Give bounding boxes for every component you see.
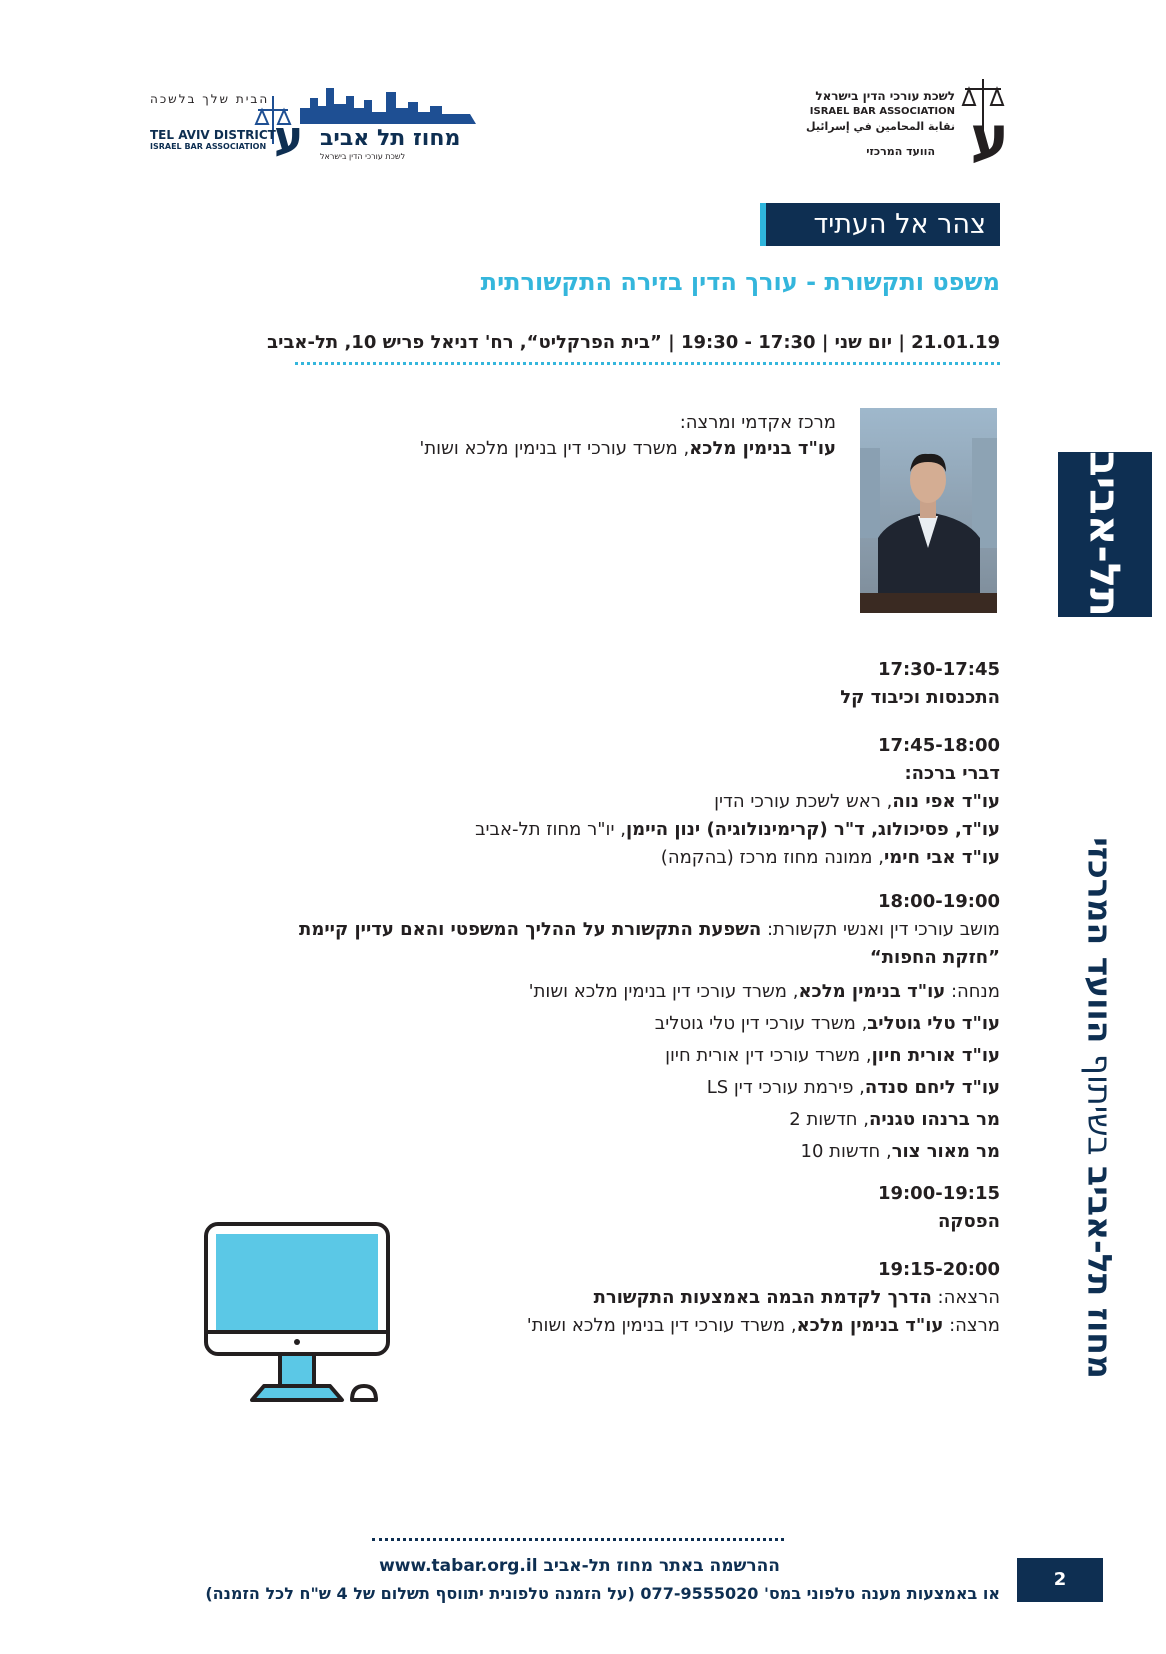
moderator-role: , משרד עורכי דין בנימין מלכא ושות' bbox=[528, 981, 799, 1002]
district-name-he: מחוז תל אביב bbox=[320, 126, 461, 151]
side-caption bbox=[1081, 837, 1120, 1379]
speaker-name: עו"ד אבי חימי bbox=[883, 847, 1000, 868]
schedule-item-1 bbox=[840, 656, 1000, 712]
bar-line-ar: نقابة المحامين في إسرائيل bbox=[806, 120, 955, 133]
bar-line-en: ISRAEL BAR ASSOCIATION bbox=[809, 106, 955, 117]
schedule-time: 19:00-19:15 bbox=[877, 1183, 1000, 1204]
page-number: 2 bbox=[1017, 1558, 1103, 1602]
schedule-item-3 bbox=[299, 888, 1000, 1166]
panel-member-role: , משרד עורכי דין טלי גוטליב bbox=[654, 1013, 868, 1034]
district-tagline: הבית שלך בלשכה bbox=[150, 92, 270, 106]
panel-member bbox=[299, 1106, 1000, 1134]
panel-member-role: , חדשות 2 bbox=[789, 1109, 869, 1130]
speaker-photo bbox=[860, 408, 997, 613]
district-sub-he: לשכת עורכי הדין בישראל bbox=[320, 152, 406, 161]
panel-member-role: , חדשות 10 bbox=[800, 1141, 892, 1162]
registration-url[interactable]: ההרשמה באתר מחוז תל-אביב www.tabar.org.il bbox=[379, 1556, 780, 1576]
schedule-title: התכנסות וכיבוד קל bbox=[840, 687, 1000, 708]
tel-aviv-district-logo bbox=[150, 78, 500, 168]
israel-bar-logo bbox=[795, 75, 1015, 175]
moderator-line bbox=[299, 978, 1000, 1006]
panel-member-role: , משרד עורכי דין אורית חיון bbox=[665, 1045, 872, 1066]
panel-list bbox=[299, 1010, 1000, 1166]
header-divider bbox=[295, 362, 1000, 365]
bar-line-he: לשכת עורכי הדין בישראל bbox=[815, 89, 955, 103]
panel-member-role: , פירמת עורכי דין LS bbox=[706, 1077, 865, 1098]
speaker-role: , יו"ר מחוז תל-אביב bbox=[475, 819, 626, 840]
lecturer-block bbox=[419, 410, 836, 462]
speaker-name: עו"ד אפי נוה bbox=[892, 791, 1000, 812]
speaker-line bbox=[475, 788, 1000, 816]
desktop-computer-icon bbox=[200, 1220, 400, 1420]
event-meta: 21.01.19 | יום שני | 17:30 - 19:30 | ”בית הפרקליט“, רח' דניאל פריש 10, תל-אביב bbox=[267, 332, 1000, 353]
moderator-name: עו"ד בנימין מלכא bbox=[798, 981, 946, 1002]
schedule-time: 18:00-19:00 bbox=[877, 891, 1000, 912]
speaker-name: עו"ד, פסיכולוג, ד"ר (קרימינולוגיה) ינון היימן bbox=[625, 819, 1000, 840]
schedule-item-2 bbox=[475, 732, 1000, 872]
panel-member-name: עו"ד ליחם סנדה bbox=[864, 1077, 1000, 1098]
panel-member-name: מר מאור צור bbox=[891, 1141, 1000, 1162]
lecturer-role: מרכז אקדמי ומרצה: bbox=[679, 412, 836, 433]
panel-member bbox=[299, 1074, 1000, 1102]
lecture-speaker-role: , משרד עורכי דין בנימין מלכא ושות' bbox=[526, 1315, 797, 1336]
lecturer-name: עו"ד בנימין מלכא bbox=[689, 438, 836, 459]
schedule-title: דברי ברכה: bbox=[904, 763, 1000, 784]
district-name-en: TEL AVIV DISTRICT bbox=[150, 128, 276, 142]
lecturer-affiliation: , משרד עורכי דין בנימין מלכא ושות' bbox=[419, 438, 690, 459]
event-headline: משפט ותקשורת - עורך הדין בזירה התקשורתית bbox=[480, 268, 1000, 296]
side-box-label: תל-אביב bbox=[1080, 451, 1130, 617]
lecture-speaker-line bbox=[527, 1312, 1000, 1340]
section-tag: צהר אל העתיד bbox=[760, 203, 1000, 246]
speaker-role: , ממונה מחוז מרכז (בהקמה) bbox=[660, 847, 884, 868]
schedule-time: 19:15-20:00 bbox=[877, 1259, 1000, 1280]
schedule-time: 17:30-17:45 bbox=[877, 659, 1000, 680]
panel-member-name: עו"ד טלי גוטליב bbox=[867, 1013, 1000, 1034]
panel-topic-cont: ”חזקת החפות“ bbox=[869, 947, 1000, 968]
moderator-label: מנחה: bbox=[945, 981, 1000, 1002]
district-mark: ע bbox=[274, 112, 304, 163]
side-caption-council: הוועד המרכזי bbox=[1080, 837, 1120, 1044]
panel-member bbox=[299, 1010, 1000, 1038]
registration-phone: או באמצעות מענה טלפוני במס' 077-9555020 (על הזמנה טלפונית יתווסף תשלום של 4 ש"ח לכל הזמנה) bbox=[205, 1584, 1000, 1603]
schedule-title: הפסקה bbox=[937, 1211, 1000, 1232]
side-box bbox=[1058, 452, 1152, 617]
speaker-line bbox=[475, 844, 1000, 872]
bar-mark: ע bbox=[970, 103, 1009, 171]
schedule-item-5 bbox=[527, 1256, 1000, 1340]
speaker-line bbox=[475, 816, 1000, 844]
panel-member bbox=[299, 1042, 1000, 1070]
lecture-speaker-label: מרצה: bbox=[943, 1315, 1000, 1336]
panel-member-name: עו"ד אורית חיון bbox=[871, 1045, 1000, 1066]
schedule-item-4 bbox=[878, 1180, 1000, 1236]
lecture-speaker-name: עו"ד בנימין מלכא bbox=[796, 1315, 944, 1336]
panel-topic: השפעת התקשורת על ההליך המשפטי והאם עדיין קיימת bbox=[299, 919, 762, 940]
lecture-line bbox=[527, 1284, 1000, 1312]
side-caption-with: בשיתוף bbox=[1080, 1053, 1120, 1156]
district-org-en: ISRAEL BAR ASSOCIATION bbox=[150, 142, 267, 151]
lecture-title: הדרך לקדמת הבמה באמצעות התקשורת bbox=[593, 1287, 932, 1308]
panel-intro: מושב עורכי דין ואנשי תקשורת: bbox=[761, 919, 1000, 940]
panel-member bbox=[299, 1138, 1000, 1166]
footer-divider bbox=[372, 1538, 784, 1541]
lecturer-line bbox=[419, 436, 836, 462]
panel-member-name: מר ברנהו טגניה bbox=[868, 1109, 1000, 1130]
speaker-role: , ראש לשכת עורכי הדין bbox=[714, 791, 893, 812]
panel-intro-line bbox=[299, 916, 1000, 944]
side-caption-district: מחוז תל-אביב bbox=[1080, 1166, 1120, 1379]
bar-line-council: הוועד המרכזי bbox=[866, 145, 935, 158]
schedule-time: 17:45-18:00 bbox=[877, 735, 1000, 756]
lecture-label: הרצאה: bbox=[931, 1287, 1000, 1308]
